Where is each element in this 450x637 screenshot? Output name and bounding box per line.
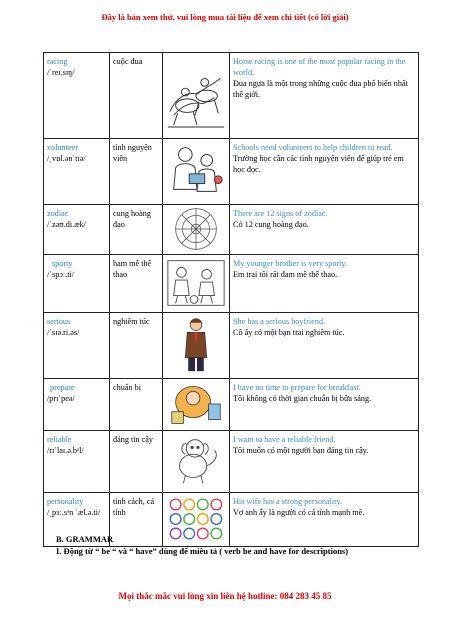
example-en: Horse racing is one of the most popular racing in the world. [233,57,406,77]
grammar-heading: B. GRAMMAR [56,534,114,544]
preview-notice: Đây là bản xem thử, vui lòng mua tài liệu để xem chi tiết (có lời giải) [101,12,349,22]
vocabulary-table [43,52,419,547]
image-cell [163,205,230,255]
word: personality [47,497,84,506]
image-cell [163,379,230,431]
image-cell [163,255,230,313]
horse-racing-icon [164,54,228,134]
word-cell [44,255,110,313]
example-cell [230,53,419,139]
prepare-breakfast-icon [164,380,228,428]
example-vi: Trường học cần các tình nguyện viên để giúp trẻ em học đọc. [233,154,404,174]
example-vi: Tôi muốn có một người bạn đáng tin cậy. [233,446,369,455]
example-cell [230,379,419,431]
meaning-cell: ham mê thể thao [110,255,163,313]
word-cell [44,53,110,139]
example-en: His wife has a strong personality. [233,497,343,506]
word: reliable [47,435,72,444]
example-cell [230,205,419,255]
table-row [44,255,419,313]
word-cell [44,431,110,493]
example-vi: Có 12 cung hoàng đạo. [233,220,309,229]
example-en: My younger brother is very sporty. [233,259,348,268]
example-vi: Vợ anh ấy là người có cá tính mạnh mẽ. [233,508,365,517]
table-row [44,379,419,431]
image-cell [163,53,230,139]
image-cell [163,431,230,493]
word-cell [44,205,110,255]
word-cell [44,139,110,205]
word-cell [44,313,110,379]
meaning-cell: cung hoàng đạo [110,205,163,255]
ipa: /ˈreɪ.sɪŋ/ [47,68,75,77]
table-row [44,53,419,139]
example-vi: Đua ngựa là một trong những cuộc đua phổ biến nhất thế giới. [233,79,408,99]
ipa: /ˈzəʊ.di.æk/ [47,220,87,229]
hotline-notice: Mọi thắc mắc vui lòng xin liên hệ hotline: 084 283 45 85 [118,591,332,601]
word-cell [44,379,110,431]
example-cell [230,313,419,379]
meaning-cell: cuộc đua [110,53,163,139]
example-en: There are 12 signs of zodiac. [233,209,328,218]
example-en: I want to have a reliable friend. [233,435,336,444]
table-row [44,139,419,205]
example-cell [230,139,419,205]
meaning-cell: nghiêm túc [110,313,163,379]
table-row [44,431,419,493]
table-row [44,313,419,379]
ipa: /ˈspɔː.ti/ [47,270,75,279]
volunteer-reading-icon [164,140,228,200]
image-cell [163,139,230,205]
reliable-dog-icon [164,432,228,490]
table-row [44,205,419,255]
word: prepare [50,383,75,392]
example-vi: Tôi không có thời gian chuẩn bị bữa sáng. [233,394,372,403]
example-en: She has a serious boyfriend. [233,317,326,326]
zodiac-wheel-icon [164,206,228,252]
serious-man-icon [164,314,228,376]
word: zodiac [47,209,69,218]
ipa: /ˌvɒl.ənˈtɪə/ [47,154,86,163]
example-cell [230,431,419,493]
example-vi: Em trai tôi rất đam mê thể thao. [233,270,338,279]
meaning-cell: chuẩn bị [110,379,163,431]
example-en: I have no time to prepare for breakfast. [233,383,361,392]
example-vi: Cô ấy có một bạn trai nghiêm túc. [233,328,345,337]
ipa: /prɪˈpeə/ [47,394,75,403]
image-cell [163,313,230,379]
ipa: /ˈsɪə.ri.əs/ [47,328,80,337]
ipa: /ˌpɜː.sᵊn ˈæl.ə.ti/ [47,508,101,517]
word: sporty [52,259,73,268]
meaning-cell: tình nguyện viên [110,139,163,205]
grammar-subheading: I. Động từ “ be “ và “ have” dùng để miêu tả ( verb be and have for descriptions) [56,546,349,556]
meaning-cell: đáng tin cậy [110,431,163,493]
example-cell [230,255,419,313]
sporty-kids-icon [164,256,228,310]
ipa: /rɪˈlaɪ.ə.bᵊl/ [47,446,84,455]
word: serious [47,317,71,326]
example-en: Schools need volunteers to help children to read. [233,143,393,152]
meaning-cell: tính cách, cá tính [110,493,163,547]
word: racing [47,57,68,66]
word: volunteer [47,143,78,152]
